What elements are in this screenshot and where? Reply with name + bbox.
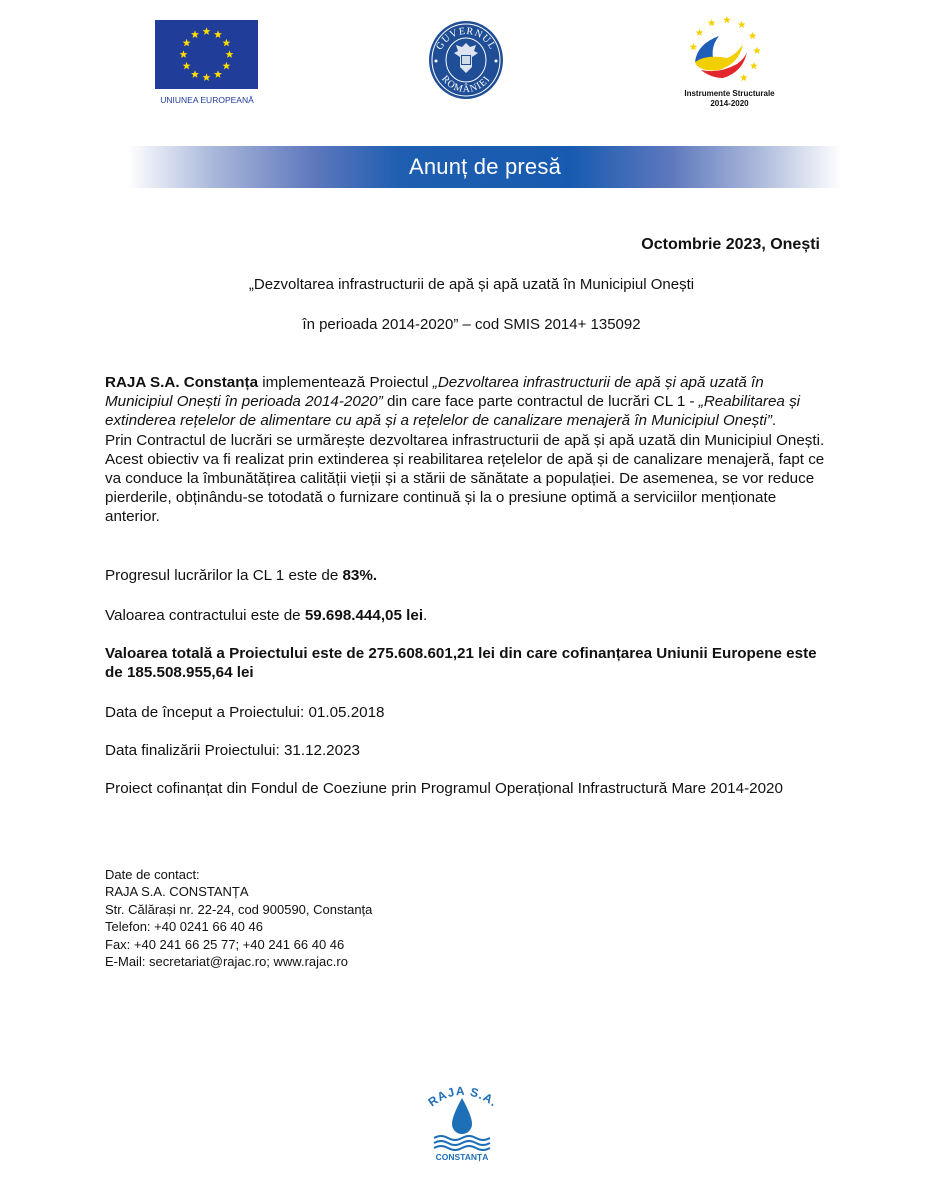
waves-icon	[434, 1136, 490, 1150]
water-drop-icon	[452, 1098, 472, 1134]
intro-implements: implementează Proiectul	[258, 374, 433, 391]
project-title-line1	[0, 276, 927, 293]
project-name: „Dezvoltarea infrastructurii de apă și apă uzată în Municipiul Onești în perioada 2014-2020”	[105, 374, 764, 411]
end-date-line	[105, 741, 825, 760]
contract-value-end: .	[423, 607, 428, 624]
progress-label: Progresul lucrărilor la CL 1 este de	[105, 567, 343, 584]
raja-city-text: CONSTANȚA	[435, 1152, 489, 1162]
star-icon	[690, 43, 698, 50]
star-icon	[191, 70, 199, 78]
eu-caption: UNIUNEA EUROPEANĂ	[160, 95, 254, 105]
structural-instruments-caption	[667, 89, 792, 109]
eu-stars-icon	[155, 20, 258, 89]
contract-value-amount: 59.698.444,05 lei	[304, 607, 424, 624]
total-value-text: Valoarea totală a Proiectului este de 275.608.601,21 lei din care cofinanțarea Uniunii Europene este de 185.508.955,64 lei	[105, 645, 817, 682]
start-date-line	[105, 703, 825, 722]
star-icon	[180, 50, 188, 58]
star-icon	[222, 62, 230, 70]
intro-end: .	[771, 412, 777, 430]
star-icon	[222, 39, 230, 47]
seal-text-top: GUVERNUL	[434, 25, 498, 52]
star-icon	[708, 19, 716, 26]
star-icon	[753, 47, 761, 54]
contract-name: „Reabilitarea și extinderea rețelelor de alimentare cu apă și a rețelelor de canalizare menajeră în Municipiul Onești”	[105, 393, 801, 430]
contact-email[interactable]: E-Mail: secretariat@rajac.ro; www.rajac.ro	[105, 954, 348, 970]
caption-line1: Instrumente Structurale	[684, 89, 775, 98]
star-icon	[750, 62, 758, 69]
contact-phone: Telefon: +40 0241 66 40 46	[105, 919, 263, 935]
star-icon	[203, 27, 211, 35]
star-icon	[226, 50, 234, 58]
eu-logo	[155, 20, 259, 105]
project-title-text1: „Dezvoltarea infrastructurii de apă și apă uzată în Municipiul Onești	[248, 276, 695, 293]
star-icon	[183, 62, 191, 70]
contact-company: RAJA S.A. CONSTANȚA	[105, 884, 249, 900]
star-icon	[723, 16, 731, 23]
caption-line2: 2014-2020	[710, 99, 749, 108]
end-date-value: 31.12.2023	[283, 742, 360, 759]
banner-title: Anunț de presă	[408, 154, 562, 179]
contact-heading: Date de contact:	[105, 867, 200, 882]
contact-block	[105, 866, 372, 970]
star-icon	[214, 70, 222, 78]
star-icon	[191, 30, 199, 38]
press-release-banner	[128, 146, 842, 188]
star-icon	[203, 73, 211, 81]
company-name: RAJA S.A. Constanța	[105, 374, 259, 391]
intro-part-of: din care face parte contractul de lucrări CL 1 -	[382, 393, 699, 411]
contact-address: Str. Călărași nr. 22-24, cod 900590, Constanța	[105, 901, 373, 917]
project-title-line2	[0, 316, 927, 333]
cofinancing-line: Proiect cofinanțat din Fondul de Coeziune prin Programul Operațional Infrastructură Mare 2014-2020	[105, 780, 783, 797]
start-date-value: 01.05.2018	[308, 704, 385, 721]
star-icon	[738, 21, 746, 28]
contract-value-line	[105, 606, 825, 625]
eu-flag	[155, 20, 258, 89]
star-icon	[749, 32, 757, 39]
raja-text: RAJA S.A.	[425, 1083, 501, 1110]
star-icon	[696, 29, 704, 36]
government-logo	[427, 19, 505, 101]
contact-fax: Fax: +40 241 66 25 77; +40 241 66 40 46	[105, 936, 345, 952]
description-paragraph: Prin Contractul de lucrări se urmărește dezvoltarea infrastructurii de apă și apă uzată din Municipiul Onești. Acest obiectiv va fi realizat prin extinderea și reabilitarea rețelelor de apă și de canalizare menajeră, fapt ce va conduce la îmbunătățirea calității vieții și a stării de sănătate a populației. De asemenea, se vor reduce pierderile, obținându-se totodată o furnizare continuă și la o presiune optimă a serviciilor menționate anterior.	[105, 431, 825, 526]
star-icon	[740, 74, 748, 81]
start-date-label: Data de început a Proiectului:	[105, 704, 309, 721]
progress-value: 83%.	[342, 567, 378, 584]
star-icon	[183, 39, 191, 47]
raja-logo	[416, 1080, 508, 1162]
structural-instruments-logo	[667, 14, 792, 119]
total-value-line	[105, 644, 825, 682]
project-title-text2: în perioada 2014-2020” – cod SMIS 2014+ 135092	[302, 316, 641, 333]
date-location: Octombrie 2023, Onești	[641, 236, 820, 253]
progress-line	[105, 566, 825, 585]
star-icon	[214, 30, 222, 38]
contract-value-label: Valoarea contractului este de	[105, 607, 305, 624]
intro-paragraph	[105, 373, 825, 527]
end-date-label: Data finalizării Proiectului:	[105, 742, 284, 759]
seal-text-bottom: ROMÂNIEI	[439, 73, 493, 96]
